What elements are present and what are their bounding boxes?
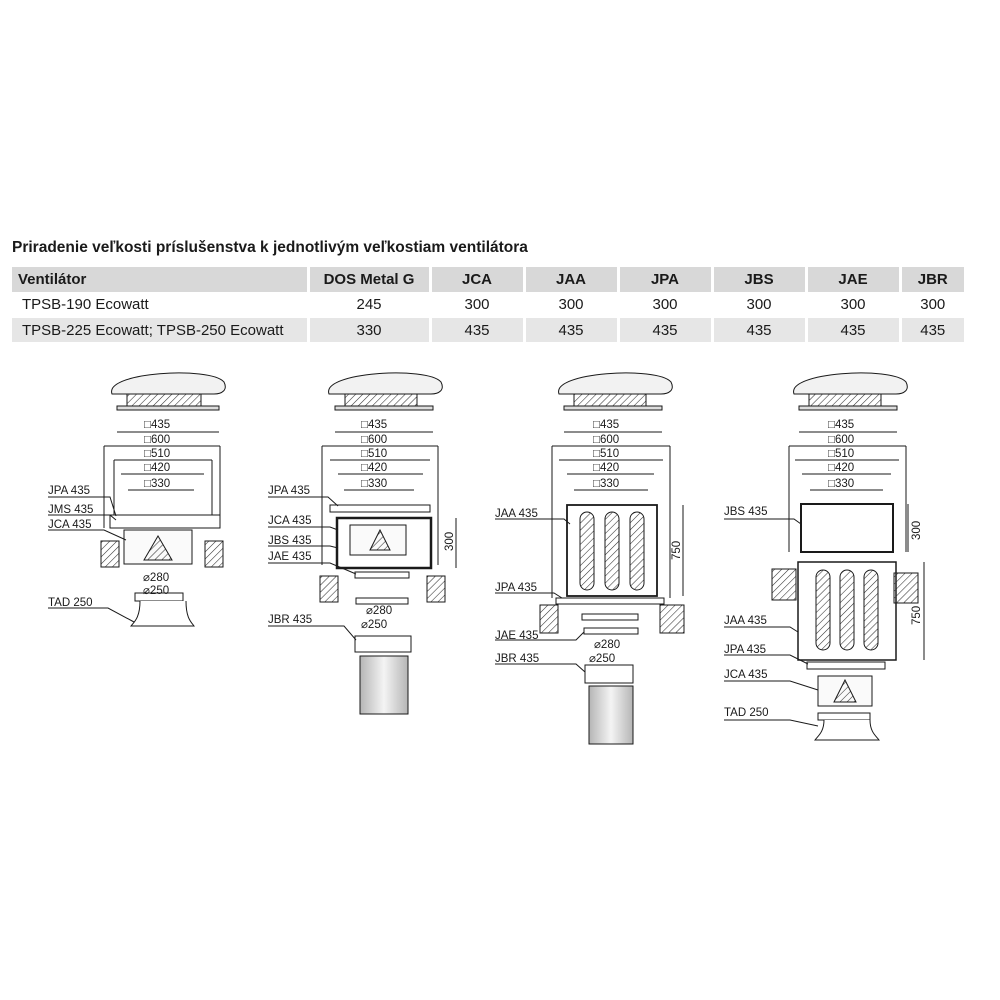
page-title: Priradenie veľkosti príslušenstva k jednotlivým veľkostiam ventilátora — [12, 239, 528, 256]
table-row — [12, 292, 964, 316]
dim-label: □510 — [361, 448, 388, 460]
dim-label: ⌀250 — [143, 585, 170, 597]
jaa-slot — [580, 512, 594, 590]
roof-hatch-left — [540, 605, 558, 633]
dim-label: □435 — [144, 419, 171, 431]
table-cell: 435 — [900, 318, 964, 342]
dim-label: ⌀280 — [594, 639, 621, 651]
table-cell: 245 — [308, 292, 430, 316]
dim-label: □420 — [828, 462, 855, 474]
fan-base — [117, 406, 219, 410]
table-cell: 300 — [430, 292, 524, 316]
jaa-slot — [630, 512, 644, 590]
jpa-frame — [330, 505, 430, 512]
dim-label: □330 — [593, 478, 620, 490]
roof-hatch-right — [660, 605, 684, 633]
dim-label-vertical: 750 — [671, 540, 683, 560]
header-jbr: JBR — [900, 267, 964, 292]
component-label: JCA 435 — [268, 515, 312, 527]
header-jpa: JPA — [618, 267, 712, 292]
component-label: JCA 435 — [724, 669, 768, 681]
component-label: JBR 435 — [268, 614, 313, 626]
roof-hatch-right — [894, 573, 918, 603]
roof-hatch-left — [772, 569, 796, 600]
component-label: JPA 435 — [268, 485, 310, 497]
dim-label-vertical: 300 — [911, 520, 923, 540]
jaa-slot — [816, 570, 830, 650]
dim-label: □330 — [144, 478, 171, 490]
dim-label: □420 — [593, 462, 620, 474]
tad-nozzle — [131, 601, 194, 626]
duct-pipe — [589, 686, 633, 744]
dim-label: ⌀250 — [589, 653, 616, 665]
table-cell: 300 — [524, 292, 618, 316]
table-cell: 435 — [524, 318, 618, 342]
fan-hood — [559, 373, 673, 394]
table-row — [12, 318, 964, 342]
dim-label: ⌀250 — [361, 619, 388, 631]
component-label: JBS 435 — [724, 506, 768, 518]
tad-nozzle — [815, 720, 879, 740]
roof-hatch-left — [101, 541, 119, 567]
dim-label: □420 — [361, 462, 388, 474]
header-jaa: JAA — [524, 267, 618, 292]
table-cell: 330 — [308, 318, 430, 342]
jae-plate — [355, 572, 409, 578]
drawing-4 — [724, 373, 924, 740]
dim-label: □420 — [144, 462, 171, 474]
table-cell: 300 — [806, 292, 900, 316]
table-cell: TPSB-190 Ecowatt — [22, 295, 149, 313]
header-jae: JAE — [806, 267, 900, 292]
jbr-adapter — [585, 665, 633, 683]
tad-flange — [818, 713, 870, 720]
fan-motor — [809, 394, 881, 406]
duct-pipe — [360, 656, 408, 714]
component-label: JBR 435 — [495, 653, 540, 665]
component-label: JBS 435 — [268, 535, 312, 547]
jpa-frame — [556, 598, 664, 604]
component-label: TAD 250 — [48, 597, 93, 609]
fan-hood — [329, 373, 443, 394]
table-cell: 300 — [712, 292, 806, 316]
fan-hood — [794, 373, 908, 394]
jaa-slot — [840, 570, 854, 650]
component-label: JPA 435 — [48, 485, 90, 497]
component-label: TAD 250 — [724, 707, 769, 719]
table-cell: 300 — [900, 292, 964, 316]
fan-motor — [345, 394, 417, 406]
dim-label: □600 — [593, 434, 620, 446]
component-label: JCA 435 — [48, 519, 92, 531]
drawing-3 — [495, 373, 684, 744]
dim-label: ⌀280 — [366, 605, 393, 617]
jbs-curb — [801, 504, 893, 552]
jpa-frame — [807, 662, 885, 669]
dim-label: □510 — [144, 448, 171, 460]
assembly-drawings — [0, 360, 1000, 760]
drawing-1-text — [48, 419, 170, 609]
fan-base — [799, 406, 897, 410]
table-cell: 435 — [618, 318, 712, 342]
dim-label: □600 — [828, 434, 855, 446]
fan-base — [564, 406, 662, 410]
component-label: JAA 435 — [495, 508, 538, 520]
dim-label-vertical: 300 — [444, 531, 456, 551]
header-ventilator: Ventilátor — [12, 267, 308, 292]
jpa-frame — [110, 515, 220, 528]
dim-label: □600 — [361, 434, 388, 446]
table-cell: 300 — [618, 292, 712, 316]
fan-motor — [574, 394, 646, 406]
roof-hatch-left — [320, 576, 338, 602]
dim-label: □510 — [593, 448, 620, 460]
fan-base — [335, 406, 433, 410]
fan-motor — [127, 394, 201, 406]
table-cell: TPSB-225 Ecowatt; TPSB-250 Ecowatt — [12, 318, 308, 342]
header-dos-metal-g: DOS Metal G — [308, 267, 430, 292]
header-jca: JCA — [430, 267, 524, 292]
dim-label: ⌀280 — [143, 572, 170, 584]
dim-label: □435 — [593, 419, 620, 431]
dim-label: □435 — [361, 419, 388, 431]
drawing-1 — [48, 373, 225, 626]
jaa-slot — [605, 512, 619, 590]
jae-plate — [584, 628, 638, 634]
component-label: JAE 435 — [495, 630, 539, 642]
roof-hatch-right — [427, 576, 445, 602]
component-label: JPA 435 — [724, 644, 766, 656]
component-label: JAE 435 — [268, 551, 312, 563]
dim-label: □330 — [361, 478, 388, 490]
dim-label: □435 — [828, 419, 855, 431]
fan-hood — [112, 373, 226, 394]
header-jbs: JBS — [712, 267, 806, 292]
table-cell: 435 — [712, 318, 806, 342]
table-cell: 435 — [806, 318, 900, 342]
jaa-slot — [864, 570, 878, 650]
component-label: JAA 435 — [724, 615, 767, 627]
dim-label: □510 — [828, 448, 855, 460]
dim-label-vertical: 750 — [911, 605, 923, 625]
roof-hatch-right — [205, 541, 223, 567]
component-label: JMS 435 — [48, 504, 94, 516]
dim-label: □330 — [828, 478, 855, 490]
component-label: JPA 435 — [495, 582, 537, 594]
jae-plate — [582, 614, 638, 620]
table-cell: 435 — [430, 318, 524, 342]
jbr-adapter — [355, 636, 411, 652]
dim-label: □600 — [144, 434, 171, 446]
jae-plate — [356, 598, 408, 604]
accessory-table — [12, 267, 964, 342]
table-header-row — [12, 267, 964, 292]
